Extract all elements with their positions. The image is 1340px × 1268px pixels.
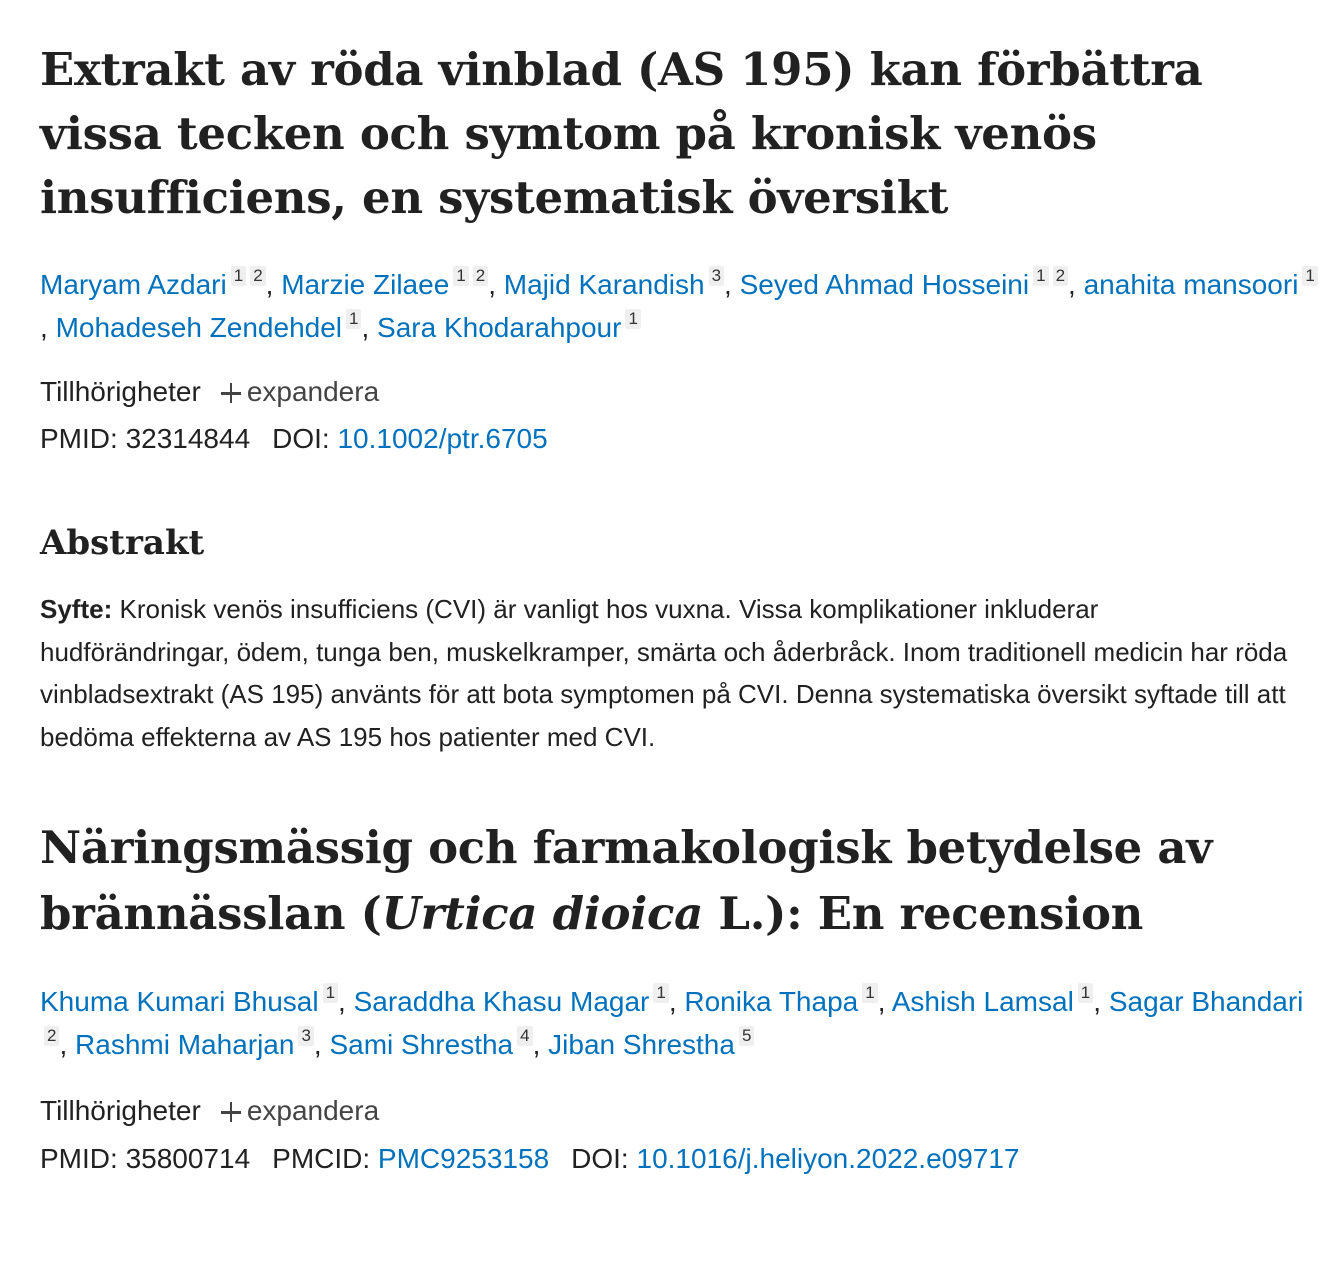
author-link[interactable]: Jiban Shrestha bbox=[548, 1029, 735, 1060]
plus-icon[interactable] bbox=[221, 1102, 241, 1122]
author-separator: , bbox=[1093, 986, 1109, 1017]
doi-label: DOI: bbox=[571, 1143, 629, 1174]
author-link[interactable]: Maryam Azdari bbox=[40, 269, 227, 300]
pmid-label: PMID: bbox=[40, 1143, 118, 1174]
author-link[interactable]: Sagar Bhandari bbox=[1108, 986, 1304, 1017]
affiliation-number[interactable]: 2 bbox=[250, 266, 265, 286]
affiliation-number[interactable]: 1 bbox=[653, 983, 668, 1003]
affiliation-number[interactable]: 3 bbox=[709, 266, 724, 286]
pmid-value: 32314844 bbox=[125, 423, 251, 454]
pmcid-link[interactable]: PMC9253158 bbox=[377, 1143, 550, 1174]
author-separator: , bbox=[40, 312, 56, 343]
pmcid-label: PMCID: bbox=[272, 1143, 371, 1174]
doi-link[interactable]: 10.1016/j.heliyon.2022.e09717 bbox=[636, 1143, 1020, 1174]
affiliations-row bbox=[40, 374, 379, 410]
expand-affiliations-button[interactable]: expandera bbox=[246, 1095, 380, 1126]
affiliation-number[interactable]: 1 bbox=[231, 266, 246, 286]
author-separator: , bbox=[532, 1029, 549, 1060]
pmid-label: PMID: bbox=[40, 423, 118, 454]
affiliation-number[interactable]: 4 bbox=[517, 1026, 532, 1046]
plus-icon[interactable] bbox=[221, 383, 241, 403]
affiliation-number[interactable]: 1 bbox=[323, 983, 338, 1003]
author-link[interactable]: Khuma Kumari Bhusal bbox=[40, 986, 319, 1017]
affiliation-number[interactable]: 1 bbox=[1302, 266, 1317, 286]
author-separator: , bbox=[59, 1029, 76, 1060]
title-suffix: L.): En recension bbox=[703, 887, 1144, 940]
author-link[interactable]: Mohadeseh Zendehdel bbox=[55, 312, 343, 343]
identifiers-row bbox=[40, 1141, 1020, 1177]
affiliation-number[interactable]: 1 bbox=[1078, 983, 1093, 1003]
author-link[interactable]: anahita mansoori bbox=[1083, 269, 1299, 300]
author-link[interactable]: Majid Karandish bbox=[503, 269, 705, 300]
article-title[interactable]: Extrakt av röda vinblad (AS 195) kan förbättra vissa tecken och symtom på kronisk venös insufficiens, en systematisk översikt bbox=[40, 43, 1203, 224]
author-link[interactable]: Sara Khodarahpour bbox=[377, 312, 622, 343]
affiliations-label: Tillhörigheter bbox=[40, 1095, 201, 1126]
author-link[interactable]: Marzie Zilaee bbox=[281, 269, 450, 300]
affiliation-number[interactable]: 1 bbox=[453, 266, 468, 286]
affiliation-number[interactable]: 1 bbox=[862, 983, 877, 1003]
abstract-body: Kronisk venös insufficiens (CVI) är vanligt hos vuxna. Vissa komplikationer inkluderar hudförändringar, ödem, tunga ben, muskelkramper, smärta och åderbråck. Inom traditionell medicin har röda vinbladsextrakt (AS 195) använts för att bota symptomen på CVI. Denna systematiska översikt syftade till att bedöma effekterna av AS 195 hos patienter med CVI. bbox=[40, 594, 1288, 752]
affiliation-number[interactable]: 1 bbox=[1033, 266, 1048, 286]
author-link[interactable]: Rashmi Maharjan bbox=[75, 1029, 295, 1060]
author-link[interactable]: Ashish Lamsal bbox=[891, 986, 1074, 1017]
author-separator: , bbox=[265, 269, 282, 300]
author-separator: , bbox=[488, 269, 504, 300]
expand-affiliations-button[interactable]: expandera bbox=[246, 376, 380, 407]
affiliation-number[interactable]: 2 bbox=[473, 266, 488, 286]
title-species-name: Urtica dioica bbox=[381, 887, 704, 940]
doi-link[interactable]: 10.1002/ptr.6705 bbox=[337, 423, 548, 454]
author-link[interactable]: Sami Shrestha bbox=[329, 1029, 514, 1060]
abstract-heading: Abstrakt bbox=[40, 523, 205, 563]
affiliation-number[interactable]: 5 bbox=[739, 1026, 754, 1046]
author-separator: , bbox=[724, 269, 740, 300]
affiliation-number[interactable]: 3 bbox=[298, 1026, 313, 1046]
author-link[interactable]: Seyed Ahmad Hosseini bbox=[739, 269, 1030, 300]
identifiers-row bbox=[40, 421, 548, 457]
abstract-text bbox=[40, 588, 1290, 758]
abstract-section-label: Syfte: bbox=[40, 594, 113, 624]
author-separator: , bbox=[338, 986, 354, 1017]
author-separator: , bbox=[668, 986, 685, 1017]
author-link[interactable]: Saraddha Khasu Magar bbox=[353, 986, 650, 1017]
doi-label: DOI: bbox=[272, 423, 330, 454]
affiliation-number[interactable]: 1 bbox=[625, 309, 640, 329]
affiliation-number[interactable]: 2 bbox=[44, 1026, 59, 1046]
affiliation-number[interactable]: 1 bbox=[346, 309, 361, 329]
author-link[interactable]: Ronika Thapa bbox=[684, 986, 859, 1017]
affiliations-row bbox=[40, 1093, 379, 1129]
title-prefix: Näringsmässig och farmakologisk betydelse av brännässlan ( bbox=[40, 821, 1213, 940]
author-separator: , bbox=[361, 312, 378, 343]
affiliation-number[interactable]: 2 bbox=[1053, 266, 1068, 286]
pmid-value: 35800714 bbox=[125, 1143, 251, 1174]
author-separator: , bbox=[313, 1029, 330, 1060]
author-separator: , bbox=[877, 986, 892, 1017]
author-list bbox=[40, 980, 1320, 1066]
author-list bbox=[40, 263, 1320, 349]
article-title[interactable] bbox=[40, 815, 1330, 947]
author-separator: , bbox=[1068, 269, 1084, 300]
affiliations-label: Tillhörigheter bbox=[40, 376, 201, 407]
